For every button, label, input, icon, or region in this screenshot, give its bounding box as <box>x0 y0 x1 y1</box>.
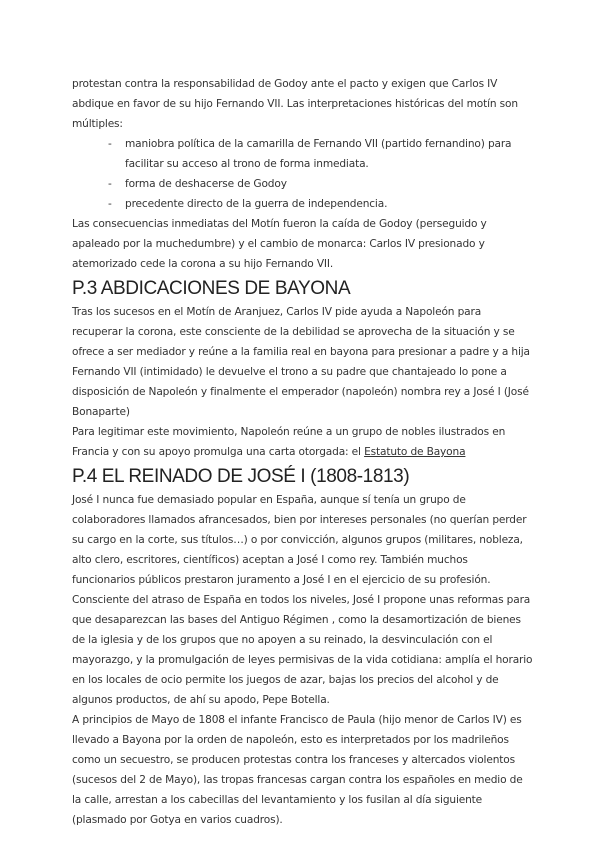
list-item: - forma de deshacerse de Godoy <box>108 174 534 194</box>
section-p3-paragraph-1: Tras los sucesos en el Motín de Aranjuez, Carlos IV pide ayuda a Napoleón para recuperar la corona, este consciente de la debilidad se aprovecha de la situación y se ofrece a ser mediador y reúne a la familia real en bayona para presionar a padre y a hija Fernando VII (intimidado) le devuelve el trono a su padre que chantajeado lo pone a disposición de Napoleón y finalmente el emperador (napoleón) nombra rey a José I (José Bonaparte) <box>72 306 530 418</box>
section-heading-p3: P.3 ABDICACIONES DE BAYONA <box>72 278 351 299</box>
intro-paragraph: protestan contra la responsabilidad de Godoy ante el pacto y exigen que Carlos IV abdique en favor de su hijo Fernando VII. Las interpretaciones históricas del motín son múltiples: <box>72 78 518 130</box>
list-item: - maniobra política de la camarilla de Fernando VII (partido fernandino) para facilitar su acceso al trono de forma inmediata. <box>108 134 534 174</box>
section-p4-paragraph-2: Consciente del atraso de España en todos los niveles, José I propone unas reformas para que desaparezcan las bases del Antiguo Régimen , como la desamortización de bienes de la iglesia y de los grupos que no apoyen a su reinado, la desvinculación con el mayorazgo, y la promulgación de leyes permisivas de la vida cotidiana: amplía el horario en los locales de ocio permite los juegos de azar, bajas los precios del alcohol y de algunos productos, de ahí su apodo, Pepe Botella. <box>72 594 533 706</box>
section-p3-paragraph-2 <box>72 422 534 462</box>
consequences-paragraph: Las consecuencias inmediatas del Motín fueron la caída de Godoy (perseguido y apaleado por la muchedumbre) y el cambio de monarca: Carlos IV presionado y atemorizado cede la corona a su hijo Fernando VII. <box>72 218 487 270</box>
estatuto-bayona-link[interactable]: Estatuto de Bayona <box>364 446 466 458</box>
section-p4-paragraph-1: José I nunca fue demasiado popular en España, aunque sí tenía un grupo de colaboradores llamados afrancesados, bien por intereses personales (no querían perder su cargo en la corte, sus títulos…) o por convicción, algunos grupos (militares, nobleza, alto clero, escritores, científicos) aceptan a José I como rey. También muchos funcionarios públicos prestaron juramento a José I en el ejercicio de su profesión. <box>72 494 527 586</box>
document-body <box>72 74 534 830</box>
section-p3-paragraph-2-text: Para legitimar este movimiento, Napoleón reúne a un grupo de nobles ilustrados en Francia y con su apoyo promulga una carta otorgada: el <box>72 426 506 458</box>
section-heading-p4: P.4 EL REINADO DE JOSÉ I (1808-1813) <box>72 466 410 487</box>
section-p4-paragraph-3: A principios de Mayo de 1808 el infante Francisco de Paula (hijo menor de Carlos IV) es llevado a Bayona por la orden de napoleón, esto es interpretados por los madrileños como un secuestro, se producen protestas contra los franceses y altercados violentos (sucesos del 2 de Mayo), las tropas francesas cargan contra los españoles en medio de la calle, arrestan a los cabecillas del levantamiento y los fusilan al día siguiente (plasmado por Gotya en varios cuadros). <box>72 714 523 826</box>
interpretations-list <box>72 134 534 214</box>
list-item: - precedente directo de la guerra de independencia. <box>108 194 534 214</box>
